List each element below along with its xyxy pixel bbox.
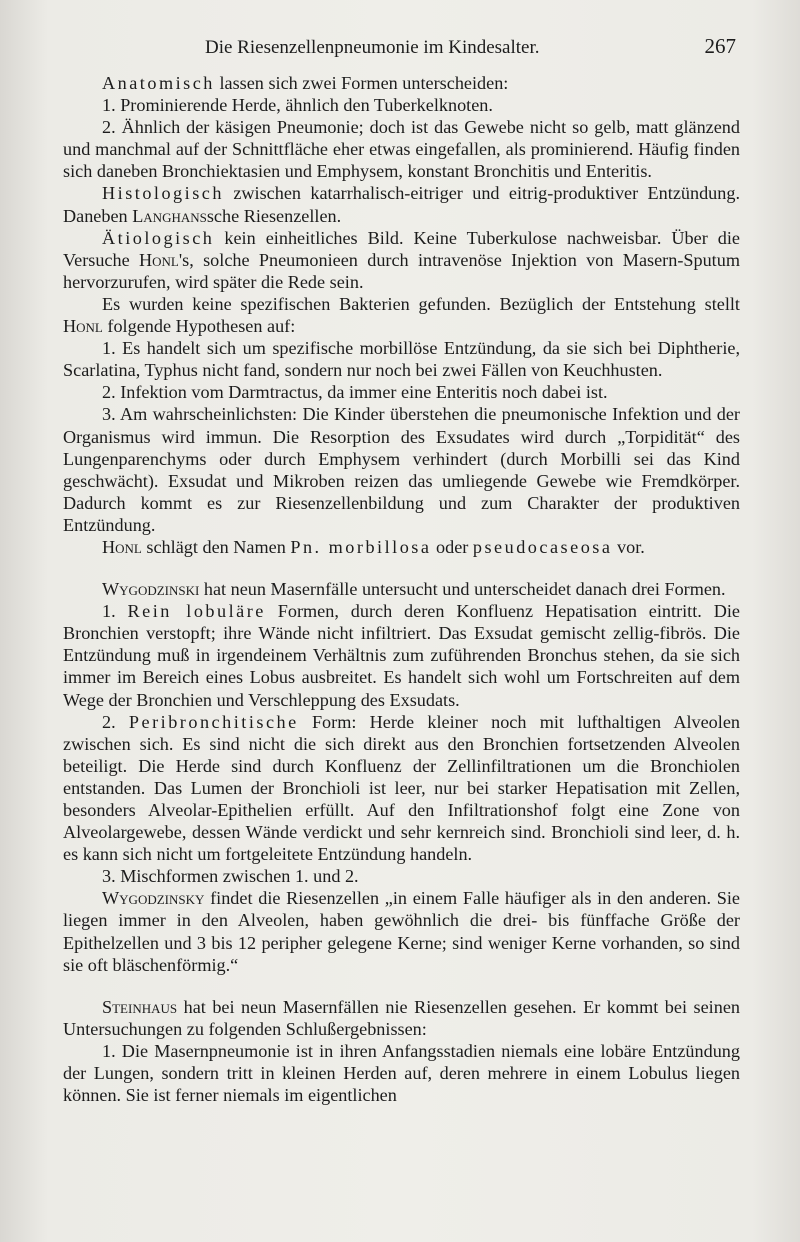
text-run: folgende Hypothesen auf:	[102, 316, 296, 337]
text-run: 's, solche Pneumonieen durch intravenöse Injektion von Masern-Sputum hervorzurufen, wird später die Rede sein.	[63, 249, 740, 292]
text-run: kein einheitliches Bild. Keine Tuberkulose nachweisbar. Über die Versuche	[63, 227, 740, 270]
paragraph: 1. Es handelt sich um spezifische morbillöse Entzündung, da sie sich bei Diphtherie, Scarlatina, Typhus nicht fand, sondern nur noch bei zwei Fällen von Keuchhusten.	[63, 338, 740, 381]
spaced-term: Rein lobuläre	[127, 601, 266, 622]
text-run: hat bei neun Masernfällen nie Riesenzellen gesehen. Er kommt bei seinen Untersuchungen zu folgenden Schlußergebnissen:	[63, 996, 740, 1039]
paragraph: 3. Mischformen zwischen 1. und 2.	[102, 866, 359, 887]
text-run: vor.	[612, 536, 645, 557]
text-run: lassen sich zwei Formen unterscheiden:	[214, 73, 509, 93]
paragraph	[63, 887, 740, 975]
text-run: hat neun Masernfälle untersucht und unterscheidet danach drei Formen.	[199, 579, 726, 600]
paragraph	[63, 600, 740, 710]
spaced-term: Anatomisch	[102, 73, 215, 93]
paragraph: 1. Die Masernpneumonie ist in ihren Anfangsstadien niemals eine lobäre Entzündung der Lungen, sondern tritt in kleinen Herden auf, deren mehrere in einem Lobulus liegen können. Sie ist ferner niemals im eigentlichen	[63, 1040, 740, 1106]
paragraph	[63, 227, 740, 293]
author-name: Honl	[102, 536, 142, 557]
text-run: schlägt den Namen	[141, 536, 291, 557]
text-run: Formen, durch deren Konfluenz Hepatisation eintritt. Die Bronchien verstopft; ihre Wände nicht infiltriert. Das Exsudat gemischt zellig-fibrös. Die Entzündung muß in irgendeinem Verhältnis zum zuführenden Bronchus stehen, da sie sich immer im Bereich eines Lobus ausbreitet. Es handelt sich wohl um Fortschreiten auf dem Wege der Bronchien und Verschleppung des Exsudats.	[63, 601, 740, 710]
paragraph	[63, 578, 740, 600]
author-name: Steinhaus	[102, 996, 178, 1017]
spaced-term: Pn. morbillosa	[290, 536, 432, 557]
paragraph: 2. Infektion vom Darmtractus, da immer eine Enteritis noch dabei ist.	[102, 382, 608, 403]
spaced-term: Ätiologisch	[102, 227, 215, 248]
text-run: Form: Herde kleiner noch mit lufthaltigen Alveolen zwischen sich. Es sind nicht die sich direkt aus den Bronchien fortsetzenden Alveolen beteiligt. Die Herde sind durch Konfluenz der Zellinfiltrationen um die Bronchiolen entstanden. Das Lumen der Bronchioli ist leer, nur bei starker Hepatisation mit Zellen, besonders Alveolar-Epithelien erfüllt. Auf den Infiltrationshof folgt eine Zone von Alveolargewebe, dessen Wände verdickt und sehr kernreich sind. Bronchioli sind leer, d. h. es kann sich nicht um fortgeleitete Entzündung handeln.	[63, 711, 740, 865]
text-run: zwischen katarrhalisch-eitriger und eitrig-produktiver Entzündung. Daneben	[63, 183, 740, 226]
running-title: Die Riesenzellenpneumonie im Kindesalter.	[205, 37, 540, 58]
author-name: Wygodzinsky	[102, 888, 205, 909]
text-run: Es wurden keine spezifischen Bakterien gefunden. Bezüglich der Entstehung stellt	[102, 293, 740, 314]
paragraph	[63, 72, 740, 94]
text-run: 1.	[102, 601, 128, 622]
author-name: Langhans	[132, 205, 207, 226]
spaced-term: Peribronchitische	[128, 711, 299, 732]
running-header	[60, 34, 740, 64]
author-name: Wygodzinski	[102, 579, 200, 600]
text-run: 2.	[102, 711, 129, 732]
paragraph	[63, 996, 740, 1040]
text-run: findet die Riesenzellen „in einem Falle häufiger als in den anderen. Sie liegen immer in den Alveolen, haben gewöhnlich die drei- bis fünffache Größe der Epithelzellen und 3 bis 12 peripher gelegene Kerne; sind weniger Kerne vorhanden, so sind sie oft bläschenförmig.“	[63, 888, 740, 975]
section-gap	[63, 558, 740, 578]
paragraph: 2. Ähnlich der käsigen Pneumonie; doch ist das Gewebe nicht so gelb, matt glänzend und manchmal auf der Schnittfläche eher etwas eingefallen, als prominierend. Häufig finden sich daneben Bronchiektasien und Emphysem, konstant Bronchitis und Enteritis.	[63, 117, 740, 182]
text-run: oder	[431, 536, 473, 557]
author-name: Honl	[63, 316, 103, 337]
paragraph	[63, 293, 740, 337]
spaced-term: Histologisch	[102, 183, 224, 204]
paragraph	[63, 182, 740, 226]
page-number: 267	[704, 34, 736, 58]
section-gap	[63, 976, 740, 996]
paragraph: 3. Am wahrscheinlichsten: Die Kinder überstehen die pneumonische Infektion und der Organismus wird immun. Die Resorption des Exsudates wird durch „Torpidität“ des Lungenparenchyms oder durch Emphysem verhindert (durch Morbilli sei das Kind geschwächt). Exsudat und Mikroben reizen das umliegende Gewebe wie Fremdkörper. Dadurch kommt es zur Riesenzellenbildung und zum Charakter der produktiven Entzündung.	[63, 404, 740, 535]
paragraph	[63, 711, 740, 866]
author-name: Honl	[139, 249, 179, 270]
spaced-term: pseudocaseosa	[472, 536, 613, 557]
paragraph	[63, 536, 740, 558]
page-body	[63, 72, 740, 1106]
text-run: sche Riesenzellen.	[206, 205, 342, 226]
paragraph: 1. Prominierende Herde, ähnlich den Tuberkelknoten.	[102, 95, 493, 116]
